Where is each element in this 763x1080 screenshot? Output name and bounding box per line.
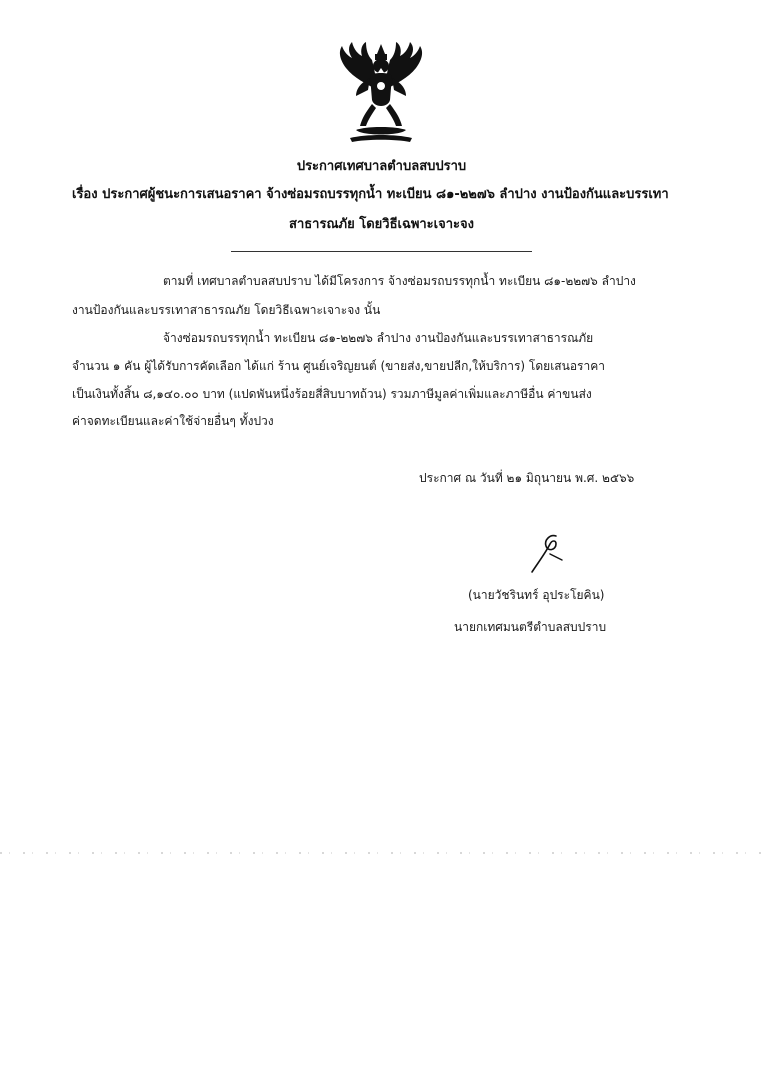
subject-line-1: เรื่อง ประกาศผู้ชนะการเสนอราคา จ้างซ่อมรถบรรทุกน้ำ ทะเบียน ๘๑-๒๒๗๖ ลำปาง งานป้องกันและบรรเทา (72, 187, 669, 202)
announcement-title: ประกาศเทศบาลตำบลสบปราบ (296, 159, 467, 174)
body-paragraph-line: จำนวน ๑ คัน ผู้ได้รับการคัดเลือก ได้แก่ ร้าน ศูนย์เจริญยนต์ (ขายส่ง,ขายปลีก,ให้บริการ) โดยเสนอราคา (72, 359, 605, 373)
scan-artifact-line (0, 852, 763, 854)
body-paragraph-line: เป็นเงินทั้งสิ้น ๘,๑๔๐.๐๐ บาท (แปดพันหนึ่งร้อยสี่สิบบาทถ้วน) รวมภาษีมูลค่าเพิ่มและภาษีอื่น ค่าขนส่ง (72, 387, 592, 401)
garuda-emblem-icon (326, 38, 436, 144)
handwritten-signature-icon (526, 530, 572, 576)
body-paragraph-line: จ้างซ่อมรถบรรทุกน้ำ ทะเบียน ๘๑-๒๒๗๖ ลำปาง งานป้องกันและบรรเทาสาธารณภัย (163, 331, 594, 345)
subject-line-2: สาธารณภัย โดยวิธีเฉพาะเจาะจง (289, 217, 474, 232)
body-paragraph-line: ค่าจดทะเบียนและค่าใช้จ่ายอื่นๆ ทั้งปวง (72, 414, 274, 428)
body-paragraph-line: ตามที่ เทศบาลตำบลสบปราบ ได้มีโครงการ จ้างซ่อมรถบรรทุกน้ำ ทะเบียน ๘๑-๒๒๗๖ ลำปาง (163, 274, 636, 288)
signer-name: (นายวัชรินทร์ อุประโยคิน) (468, 588, 605, 602)
announcement-date: ประกาศ ณ วันที่ ๒๑ มิถุนายน พ.ศ. ๒๕๖๖ (419, 471, 635, 485)
signer-title: นายกเทศมนตรีตำบลสบปราบ (454, 620, 607, 634)
body-paragraph-line: งานป้องกันและบรรเทาสาธารณภัย โดยวิธีเฉพาะเจาะจง นั้น (72, 303, 381, 317)
header-divider (231, 251, 532, 252)
